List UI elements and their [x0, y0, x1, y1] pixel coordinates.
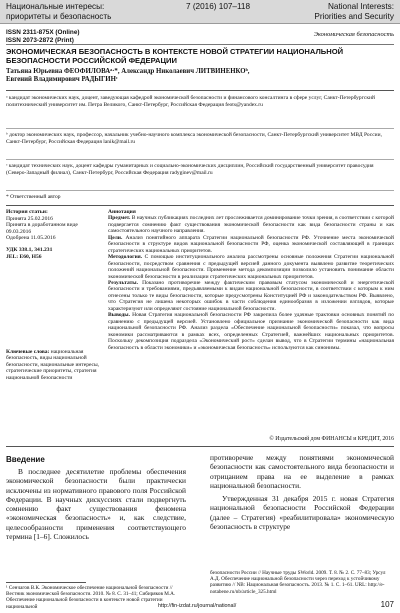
- divider: [6, 205, 394, 206]
- abstract-goals: [108, 235, 394, 254]
- jel-code: JEL: E60, H56: [6, 253, 42, 260]
- issn-print: ISSN 2073-2872 (Print): [6, 37, 74, 44]
- abstract-label: Результаты.: [108, 279, 138, 286]
- abstract-heading: Аннотация: [108, 209, 136, 215]
- footnote-rule: [6, 582, 86, 583]
- intro-left-text: В последнее десятилетие проблемы обеспечения экономической безопасности были практически исключены из нормативного правового поля Российской Федерации. В научных дискуссиях стали подвергнуть сомнению факт существования феномена «экономическая безопасность» и, как следствие, целесообразности применения соответствующего термина: [6, 467, 186, 542]
- abstract-conclusions: [108, 312, 394, 351]
- abstract-label: Цели.: [108, 234, 123, 241]
- abstract: [108, 209, 394, 351]
- page-number: 107: [380, 600, 394, 609]
- journal-title-en-line2: Priorities and Security: [314, 11, 394, 21]
- authors-line-1: Татьяна Юрьевна ФЕОФИЛОВАᵃ·*, Александр Николаевич ЛИТВИНЕНКОᵇ,: [6, 68, 250, 75]
- journal-header: [0, 0, 400, 24]
- intro-right-para-2: Утвержденная 31 декабря 2015 г. новая Стратегия национальной безопасности Российской Федерации (далее – Стратегия) «реабилитировала» экономическую безопасность в структуре: [210, 494, 394, 532]
- abstract-label: Предмет.: [108, 215, 131, 222]
- article-history: [6, 209, 96, 260]
- abstract-methodology: [108, 254, 394, 280]
- journal-title-en-line1: National Interests:: [328, 2, 394, 11]
- history-revised-label: Принята в доработанном виде: [6, 222, 78, 229]
- keywords-heading: Ключевые слова:: [6, 349, 50, 355]
- abstract-text: В научных публикациях последних лет прослеживается доминирование точки зрения, в соответствии с которой подвергается сомнению факт существования экономической безопасности как вида безопасности страны и как самостоятельного научного направления.: [108, 215, 395, 235]
- abstract-text: Анализ понятийного аппарата Стратегии национальной безопасности РФ. Уточнение места экономической безопасности в структуре видов национальной безопасности РФ, оценка экономической составляющей в границах стратегических национальных приоритетов.: [108, 234, 394, 254]
- keywords: [6, 349, 102, 381]
- abstract-label: Методология.: [108, 254, 143, 261]
- section-name: Экономическая безопасность: [313, 31, 394, 38]
- divider: [6, 190, 394, 191]
- abstract-text: Новая Стратегия национальной безопасности РФ закрепила более удачные трактовки основных понятий по сравнению с предыдущей версией. Установлено официальное признание экономической безопасности как вида национальной безопасности РФ. Анализ раздела «Обеспечение национальной безопасности» показал, что вопросы экономики рассматриваются в рамках всех, определенных Стратегией, важнейших национальных приоритетов. Поскольку декомпозиция подраздела «Экономический рост» сделан вывод, что в Стратегии термины «национальная безопасность в области экономики» и «экономическая безопасность» используются как синонимы.: [108, 312, 394, 351]
- abstract-text: Показано противоречие между фактическим правовым статусом экономической и энергетической безопасности и требованиями, предъявляемыми к видам национальной безопасности, в соответствии с которым к ним отнесены только те виды безопасности, которые предусмотрены Конституцией РФ и законодательством РФ. Выявлено, что Стратегия не лишена некоторых ошибок в части соблюдения единообразия в изложении взглядов, которые характеризуют или определяют состояние национальной безопасности.: [108, 279, 394, 312]
- history-revised-date: 09.03.2016: [6, 228, 32, 235]
- divider: [6, 446, 394, 447]
- history-heading: История статьи:: [6, 209, 48, 215]
- footnote-left: ¹ Сенчагов В.К. Экономическое обеспечение национальной безопасности // Вестник экономической безопасности. 2010. № 8. С. 31–41; Сибиряков М.А. Обеспечение национальной безопасности в контексте новой стратегии национальной: [6, 585, 176, 610]
- authors-line-2: Евгений Владимирович РАДЫГИНᶜ: [6, 76, 118, 84]
- abstract-subject: [108, 215, 394, 234]
- abstract-label: Выводы.: [108, 312, 130, 319]
- keywords-text: национальная безопасность, виды национальной безопасности, национальные интересы, стратегические приоритеты, стратегия национальной безопасности: [6, 349, 100, 381]
- issn-online: ISSN 2311-875X (Online): [6, 29, 80, 36]
- history-approved: Одобрена 11.05.2016: [6, 235, 56, 242]
- issue-info: 7 (2016) 107–118: [186, 2, 251, 11]
- udc-code: УДК 338.1, 341.231: [6, 246, 53, 253]
- journal-url[interactable]: http://fin-izdat.ru/journal/national/: [158, 603, 237, 609]
- journal-title-ru-line2: приоритеты и безопасность: [6, 11, 112, 21]
- affiliation-c: ᶜ кандидат технических наук, доцент кафедры гуманитарных и социально-экономических дисциплин, Российский государственный университет правосудия (Северо-Западный филиал), Санкт-Петербург, Российская Федерация radyginev@mail.ru: [6, 163, 374, 176]
- corresponding-author-note: * Ответственный автор: [6, 194, 61, 200]
- intro-right-column: [210, 453, 394, 531]
- abstract-results: [108, 280, 394, 312]
- affiliation-b: ᵇ доктор экономических наук, профессор, начальник учебно-научного комплекса экономической безопасности, Санкт-Петербургский университет МВД России, Санкт-Петербург, Российская Федерация lanik@mail.ru: [6, 132, 382, 145]
- abstract-text: С помощью институционального анализа рассмотрены основные положения Стратегии национальной безопасности, посредством сравнения с предыдущей версией данного документа выявлено развитие теоретических положений национальной безопасности. Применение метода декомпозиции позволило установить понимание области экономической безопасности в реализации стратегических национальных приоритетов.: [108, 254, 394, 280]
- intro-left-column: [6, 467, 186, 541]
- divider: [6, 159, 394, 160]
- intro-left-ref: [1–6]. Сложилось: [31, 532, 89, 542]
- history-received: Принята 25.02.2016: [6, 215, 53, 222]
- intro-right-para-1: противоречие между понятиями экономической безопасности как самостоятельного вида безопасности и отрицанием права на ее выделение в рамках национальной безопасности.: [210, 453, 394, 490]
- affiliation-a: ᵃ кандидат экономических наук, доцент, заведующая кафедрой экономической безопасности и финансового консалтинга в сфере услуг, Санкт-Петербургский политехнический университет им. Петра Великого, Санкт-Петербург, Российская Федерация feots@yandex.ru: [6, 95, 375, 108]
- intro-heading: Введение: [6, 455, 45, 464]
- journal-title-ru-line1: Национальные интересы:: [6, 2, 105, 11]
- footnote-right: безопасности России // Научные труды SWorld. 2009. Т. 8. № 2. С. 77–83; Урсул А.Д. Обеспечение национальной безопасности через переход к устойчивому развитию // NB: Национальная безопасность. 2013. № 1. С. 1–61. URL: http://e-notabene.ru/nb/article_325.html: [210, 570, 386, 595]
- divider: [6, 128, 394, 129]
- divider: [6, 44, 394, 45]
- divider: [6, 90, 394, 91]
- article-title: ЭКОНОМИЧЕСКАЯ БЕЗОПАСНОСТЬ В КОНТЕКСТЕ НОВОЙ СТРАТЕГИИ НАЦИОНАЛЬНОЙ БЕЗОПАСНОСТИ РОССИЙСКОЙ ФЕДЕРАЦИИ: [6, 47, 344, 65]
- copyright: © Издательский дом ФИНАНСЫ и КРЕДИТ, 2016: [269, 436, 394, 442]
- authors: [6, 68, 394, 85]
